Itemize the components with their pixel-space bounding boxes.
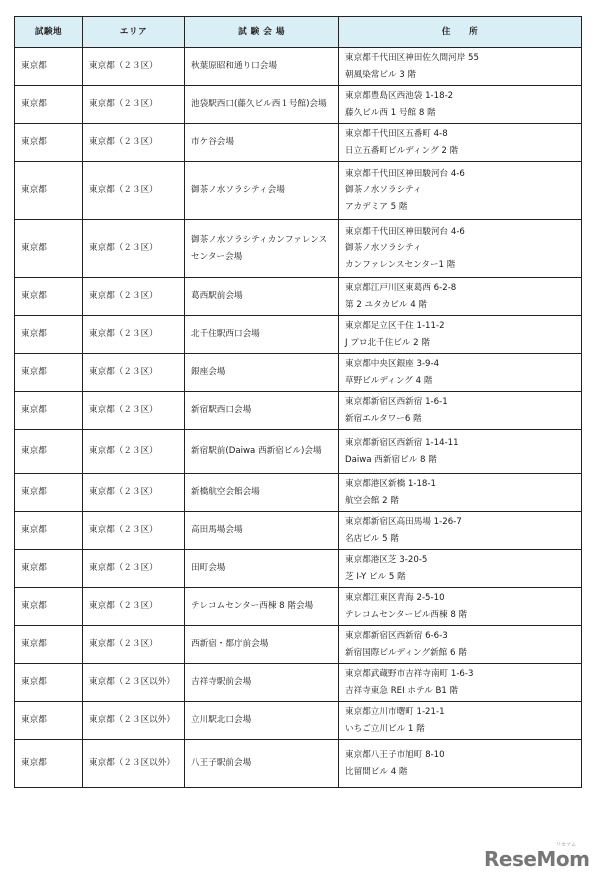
header-area: エリア	[83, 17, 185, 48]
table-header-row	[15, 17, 582, 48]
cell-region: 東京都	[15, 550, 83, 588]
address-line: カンファレンスセンター1 階	[345, 259, 456, 270]
header-region: 試験地	[15, 17, 83, 48]
cell-address	[339, 48, 582, 86]
table-row	[15, 392, 582, 430]
table-row	[15, 124, 582, 162]
address-line: 東京都千代田区神田駿河台 4-6	[345, 168, 465, 179]
cell-venue: 高田馬場会場	[185, 512, 339, 550]
cell-area: 東京都（２３区）	[83, 512, 185, 550]
address-line: いちご立川ビル 1 階	[345, 723, 425, 734]
address-line: 吉祥寺東急 REI ホテル B1 階	[345, 685, 459, 696]
cell-address	[339, 86, 582, 124]
cell-address	[339, 740, 582, 788]
address-line: 朝風染常ビル 3 階	[345, 69, 417, 80]
table-body	[15, 48, 582, 788]
cell-address	[339, 162, 582, 220]
address-line: 東京都新宿区高田馬場 1-26-7	[345, 517, 462, 527]
address-line: 東京都足立区千住 1-11-2	[345, 321, 445, 331]
cell-venue: 吉祥寺駅前会場	[185, 664, 339, 702]
address-line: 東京都港区新橋 1-18-1	[345, 479, 436, 489]
table-row	[15, 664, 582, 702]
address-line: テレコムセンタービル西棟 8 階	[345, 609, 468, 620]
address-line: 東京都立川市曙町 1-21-1	[345, 707, 445, 717]
address-line: 新宿国際ビルディング新館 6 階	[345, 647, 467, 658]
cell-area: 東京都（２３区）	[83, 588, 185, 626]
address-line: 東京都江戸川区東葛西 6-2-8	[345, 283, 457, 293]
cell-region: 東京都	[15, 162, 83, 220]
cell-address	[339, 512, 582, 550]
cell-area: 東京都（２３区）	[83, 430, 185, 474]
cell-area: 東京都（２３区）	[83, 162, 185, 220]
cell-region: 東京都	[15, 474, 83, 512]
cell-venue: 田町会場	[185, 550, 339, 588]
address-line: 芝 I-Y ビル 5 階	[345, 571, 406, 582]
address-line: 東京都新宿区西新宿 6-6-3	[345, 631, 448, 641]
cell-venue: 銀座会場	[185, 354, 339, 392]
table-row	[15, 278, 582, 316]
address-line: 東京都千代田区神田駿河台 4-6	[345, 226, 465, 237]
address-line: 東京都中央区銀座 3-9-4	[345, 359, 440, 369]
table-row	[15, 316, 582, 354]
address-line: 日立五番町ビルディング 2 階	[345, 145, 459, 156]
cell-venue: 御茶ノ水ソラシティカンファレンスセンター会場	[185, 220, 339, 278]
resemom-logo-kana: リセマム	[556, 842, 576, 848]
cell-area: 東京都（２３区）	[83, 48, 185, 86]
address-line: 東京都千代田区五番町 4-8	[345, 129, 448, 139]
cell-region: 東京都	[15, 316, 83, 354]
cell-area: 東京都（２３区）	[83, 550, 185, 588]
address-line: 藤久ビル西 1 号館 8 階	[345, 107, 436, 118]
table-row	[15, 740, 582, 788]
cell-region: 東京都	[15, 702, 83, 740]
cell-area: 東京都（２３区）	[83, 474, 185, 512]
cell-address	[339, 430, 582, 474]
address-line: 航空会館 2 階	[345, 495, 399, 506]
address-line: 御茶ノ水ソラシティ	[345, 243, 422, 254]
cell-address	[339, 588, 582, 626]
cell-region: 東京都	[15, 626, 83, 664]
cell-region: 東京都	[15, 354, 83, 392]
address-line: 東京都江東区青海 2-5-10	[345, 593, 445, 603]
cell-region: 東京都	[15, 392, 83, 430]
table-row	[15, 550, 582, 588]
cell-venue: 新宿駅前(Daiwa 西新宿ビル)会場	[185, 430, 339, 474]
address-line: Daiwa 西新宿ビル 8 階	[345, 454, 437, 465]
cell-address	[339, 392, 582, 430]
cell-venue: 北千住駅西口会場	[185, 316, 339, 354]
cell-area: 東京都（２３区）	[83, 354, 185, 392]
cell-address	[339, 124, 582, 162]
cell-area: 東京都（２３区）	[83, 124, 185, 162]
cell-venue: テレコムセンター西棟 8 階会場	[185, 588, 339, 626]
cell-region: 東京都	[15, 512, 83, 550]
cell-address	[339, 550, 582, 588]
cell-region: 東京都	[15, 740, 83, 788]
address-line: 東京都豊島区西池袋 1-18-2	[345, 91, 454, 101]
cell-area: 東京都（２３区以外）	[83, 740, 185, 788]
address-line: 東京都港区芝 3-20-5	[345, 555, 428, 565]
header-address: 住 所	[339, 17, 582, 48]
table-row	[15, 86, 582, 124]
cell-address	[339, 664, 582, 702]
cell-area: 東京都（２３区）	[83, 278, 185, 316]
cell-region: 東京都	[15, 664, 83, 702]
address-line: 新宿エルタワー6 階	[345, 413, 422, 424]
venue-table	[14, 16, 582, 788]
cell-region: 東京都	[15, 588, 83, 626]
cell-area: 東京都（２３区以外）	[83, 702, 185, 740]
table-row	[15, 162, 582, 220]
table-row	[15, 512, 582, 550]
table-row	[15, 220, 582, 278]
resemom-logo: ReseMom	[484, 847, 590, 871]
cell-region: 東京都	[15, 86, 83, 124]
cell-address	[339, 354, 582, 392]
header-venue: 試 験 会 場	[185, 17, 339, 48]
cell-region: 東京都	[15, 124, 83, 162]
address-line: 東京都千代田区神田佐久間河岸 55	[345, 53, 479, 63]
table-row	[15, 588, 582, 626]
address-line: 御茶ノ水ソラシティ	[345, 185, 422, 196]
address-line: J プロ北千住ビル 2 階	[345, 337, 430, 348]
cell-area: 東京都（２３区）	[83, 86, 185, 124]
cell-address	[339, 278, 582, 316]
cell-address	[339, 626, 582, 664]
cell-venue: 立川駅北口会場	[185, 702, 339, 740]
cell-venue: 市ケ谷会場	[185, 124, 339, 162]
table-row	[15, 430, 582, 474]
cell-area: 東京都（２３区）	[83, 220, 185, 278]
cell-area: 東京都（２３区）	[83, 392, 185, 430]
cell-venue: 新橋航空会館会場	[185, 474, 339, 512]
address-line: 草野ビルディング 4 階	[345, 375, 433, 386]
address-line: 名店ビル 5 階	[345, 533, 399, 544]
cell-venue: 西新宿・都庁前会場	[185, 626, 339, 664]
address-line: 東京都新宿区西新宿 1-6-1	[345, 397, 448, 407]
cell-region: 東京都	[15, 278, 83, 316]
address-line: 東京都武蔵野市吉祥寺南町 1-6-3	[345, 669, 474, 679]
cell-venue: 葛西駅前会場	[185, 278, 339, 316]
cell-venue: 八王子駅前会場	[185, 740, 339, 788]
cell-address	[339, 474, 582, 512]
cell-area: 東京都（２３区）	[83, 316, 185, 354]
cell-address	[339, 220, 582, 278]
cell-region: 東京都	[15, 48, 83, 86]
address-line: 比留間ビル 4 階	[345, 766, 408, 777]
cell-venue: 秋葉原昭和通り口会場	[185, 48, 339, 86]
cell-venue: 池袋駅西口(藤久ビル西１号館)会場	[185, 86, 339, 124]
cell-region: 東京都	[15, 430, 83, 474]
table-row	[15, 626, 582, 664]
cell-area: 東京都（２３区）	[83, 626, 185, 664]
cell-region: 東京都	[15, 220, 83, 278]
table-row	[15, 702, 582, 740]
cell-venue: 御茶ノ水ソラシティ会場	[185, 162, 339, 220]
address-line: 東京都八王子市旭町 8-10	[345, 750, 445, 760]
table-row	[15, 48, 582, 86]
cell-address	[339, 702, 582, 740]
address-line: アカデミア 5 階	[345, 201, 408, 212]
cell-venue: 新宿駅西口会場	[185, 392, 339, 430]
cell-address	[339, 316, 582, 354]
address-line: 第 2 ユタカビル 4 階	[345, 299, 428, 310]
cell-area: 東京都（２３区以外）	[83, 664, 185, 702]
table-row	[15, 474, 582, 512]
address-line: 東京都新宿区西新宿 1-14-11	[345, 438, 459, 448]
table-row	[15, 354, 582, 392]
